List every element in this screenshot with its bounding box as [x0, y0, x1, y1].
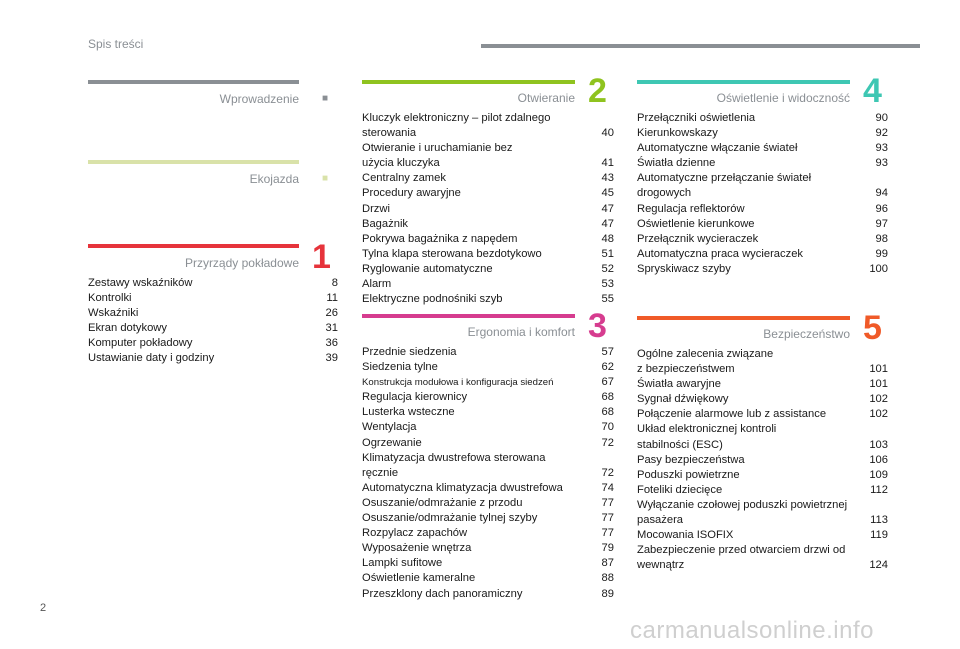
toc-entry-label: Światła dzienne — [637, 157, 716, 170]
toc-entry-label: Automatyczna praca wycieraczek — [637, 247, 804, 260]
section-title-4[interactable]: Oświetlenie i widoczność — [716, 91, 850, 105]
toc-entry-label: Kierunkowskazy — [637, 127, 718, 140]
toc-entry[interactable] — [362, 587, 614, 602]
toc-entry-label: Przednie siedzenia — [362, 346, 457, 358]
toc-entry[interactable] — [362, 436, 614, 451]
toc-entry-page: 11 — [326, 292, 338, 305]
toc-entry[interactable] — [88, 276, 338, 291]
toc-entry-page: 51 — [601, 247, 614, 260]
toc-entry[interactable] — [362, 451, 614, 481]
toc-entry[interactable] — [637, 347, 888, 377]
section-bar-3 — [362, 314, 575, 318]
toc-entry-page: 109 — [869, 468, 888, 481]
toc-entry-label: Poduszki powietrzne — [637, 468, 740, 481]
toc-entry[interactable] — [362, 171, 614, 186]
toc-entry[interactable] — [362, 186, 614, 201]
toc-entry[interactable] — [637, 126, 888, 141]
toc-entry[interactable] — [637, 392, 888, 407]
toc-entry-page: 36 — [325, 337, 338, 350]
toc-entry[interactable] — [362, 390, 614, 405]
toc-entry-label: Automatyczne włączanie świateł — [637, 142, 798, 155]
toc-entry[interactable] — [362, 526, 614, 541]
toc-entry-page: 47 — [601, 217, 614, 230]
toc-entry-label: Ekran dotykowy — [88, 322, 167, 335]
toc-entry-label: Zestawy wskaźników — [88, 277, 193, 289]
toc-entry-label: Kluczyk elektroniczny – pilot zdalnego sterowania — [362, 112, 551, 140]
section-bar-2 — [362, 80, 575, 84]
toc-entry-label: Ryglowanie automatyczne — [362, 262, 493, 275]
toc-entry-label: Zabezpieczenie przed otwarciem drzwi od wewnątrz — [637, 544, 846, 572]
toc-entry[interactable] — [362, 481, 614, 496]
toc-entry-page: 52 — [601, 262, 614, 275]
toc-entry[interactable] — [88, 306, 338, 321]
section-number-3: 3 — [588, 307, 607, 345]
toc-entry-page: 48 — [601, 232, 614, 245]
toc-entry-label: Konstrukcja modułowa i konfiguracja siedzeń — [362, 377, 554, 389]
toc-entry-page: 47 — [601, 202, 614, 215]
toc-entry-label: Światła awaryjne — [637, 378, 721, 391]
page-number: 2 — [40, 602, 47, 614]
toc-entry[interactable] — [637, 156, 888, 171]
toc-entry-label: Lampki sufitowe — [362, 557, 443, 570]
toc-entry-page: 112 — [870, 483, 888, 496]
toc-entry-page: 43 — [601, 172, 614, 185]
toc-entry-page: 39 — [325, 352, 338, 365]
toc-entry-page: 62 — [601, 361, 614, 374]
toc-entry-label: Siedzenia tylne — [362, 361, 438, 374]
toc-entry[interactable] — [637, 111, 888, 126]
toc-entry[interactable] — [88, 336, 338, 351]
toc-list-3 — [362, 345, 614, 602]
toc-entry-page: 101 — [869, 378, 888, 391]
toc-entry-label: Otwieranie i uruchamianie bez użycia kluczyka — [362, 142, 513, 170]
toc-entry-label: Drzwi — [362, 202, 390, 215]
toc-entry[interactable] — [362, 345, 614, 360]
toc-entry-page: 101 — [869, 363, 888, 376]
toc-entry-label: Automatyczna klimatyzacja dwustrefowa — [362, 481, 563, 494]
toc-entry-label: Bagażnik — [362, 217, 409, 230]
toc-entry-page: 72 — [601, 436, 614, 449]
toc-entry-page: 72 — [601, 466, 614, 479]
toc-entry-label: Rozpylacz zapachów — [362, 527, 468, 540]
toc-entry-label: Pasy bezpieczeństwa — [637, 453, 745, 466]
toc-entry[interactable] — [637, 247, 888, 262]
toc-entry-label: Oświetlenie kierunkowe — [637, 217, 755, 230]
toc-entry-page: 106 — [869, 453, 888, 466]
toc-entry[interactable] — [637, 543, 888, 573]
toc-entry[interactable] — [637, 453, 888, 468]
toc-entry-page: 67 — [601, 376, 614, 389]
section-title-2[interactable]: Otwieranie — [517, 91, 575, 105]
toc-entry[interactable] — [362, 496, 614, 511]
toc-entry-page: 88 — [601, 572, 614, 585]
toc-entry-page: 45 — [601, 187, 614, 200]
toc-entry-page: 77 — [601, 496, 614, 509]
toc-entry-label: Połączenie alarmowe lub z assistance — [637, 408, 827, 421]
toc-entry-page: 96 — [875, 202, 888, 215]
toc-entry-label: Ogólne zalecenia związane z bezpieczeństwem — [637, 348, 774, 376]
section-number-1: 1 — [312, 238, 331, 276]
toc-list-1 — [88, 276, 338, 367]
toc-entry-label: Lusterka wsteczne — [362, 406, 455, 419]
toc-entry[interactable] — [637, 232, 888, 247]
toc-entry-label: Mocowania ISOFIX — [637, 529, 734, 542]
toc-entry[interactable] — [362, 292, 614, 307]
toc-entry-page: 26 — [325, 307, 338, 320]
toc-entry-page: 90 — [875, 112, 888, 124]
toc-list-5 — [637, 347, 888, 573]
toc-entry[interactable] — [362, 232, 614, 247]
toc-list-4 — [637, 111, 888, 277]
toc-entry[interactable] — [637, 217, 888, 232]
section-title-1[interactable]: Przyrządy pokładowe — [184, 256, 299, 270]
toc-entry-page: 124 — [869, 559, 888, 572]
toc-entry-label: Osuszanie/odmrażanie tylnej szyby — [362, 512, 538, 525]
toc-entry[interactable] — [362, 405, 614, 420]
section-marker-intro: ■ — [322, 93, 329, 104]
toc-entry-page: 40 — [601, 127, 614, 140]
toc-entry-page: 99 — [875, 247, 888, 260]
toc-entry-page: 100 — [869, 262, 888, 275]
section-bar-intro — [88, 80, 299, 84]
section-title-3[interactable]: Ergonomia i komfort — [467, 325, 575, 339]
toc-entry[interactable] — [637, 422, 888, 452]
toc-entry[interactable] — [637, 528, 888, 543]
toc-list-2 — [362, 111, 614, 307]
toc-entry-page: 77 — [601, 512, 614, 525]
toc-entry[interactable] — [88, 291, 338, 306]
toc-entry[interactable] — [362, 247, 614, 262]
toc-entry-label: Pokrywa bagażnika z napędem — [362, 232, 518, 245]
toc-entry-label: Regulacja kierownicy — [362, 391, 468, 404]
toc-entry[interactable] — [362, 541, 614, 556]
toc-entry[interactable] — [637, 377, 888, 392]
toc-entry-label: Kontrolki — [88, 292, 132, 305]
toc-entry[interactable] — [637, 262, 888, 277]
toc-entry-page: 119 — [870, 529, 888, 542]
toc-entry-label: Wyłączanie czołowej poduszki powietrznej pasażera — [637, 498, 848, 527]
toc-entry[interactable] — [88, 351, 338, 366]
toc-entry-label: Przeszklony dach panoramiczny — [362, 587, 523, 600]
toc-entry-page: 102 — [869, 393, 888, 406]
toc-entry-page: 93 — [875, 142, 888, 155]
toc-entry-page: 94 — [875, 187, 888, 200]
toc-entry[interactable] — [362, 111, 614, 141]
toc-entry-label: Tylna klapa sterowana bezdotykowo — [362, 247, 542, 260]
toc-entry-label: Regulacja reflektorów — [637, 202, 745, 215]
toc-entry[interactable] — [362, 420, 614, 435]
toc-entry-label: Foteliki dziecięce — [637, 483, 723, 496]
toc-entry-page: 113 — [870, 514, 888, 527]
toc-entry-label: Wskaźniki — [88, 307, 139, 320]
section-bar-5 — [637, 316, 850, 320]
toc-entry-page: 70 — [601, 421, 614, 434]
toc-entry-label: Wentylacja — [362, 421, 417, 434]
toc-entry-label: Komputer pokładowy — [88, 337, 193, 350]
toc-entry[interactable] — [362, 571, 614, 586]
toc-entry-page: 68 — [601, 391, 614, 404]
toc-entry[interactable] — [362, 360, 614, 375]
toc-entry-label: Układ elektronicznej kontroli stabilności (ESC) — [637, 423, 777, 451]
toc-entry-page: 92 — [875, 127, 888, 140]
toc-entry-label: Elektryczne podnośniki szyb — [362, 293, 503, 306]
toc-entry-page: 93 — [875, 157, 888, 170]
toc-entry-label: Spryskiwacz szyby — [637, 262, 731, 275]
toc-entry-label: Klimatyzacja dwustrefowa sterowana ręcznie — [362, 451, 546, 479]
section-title-intro[interactable]: Wprowadzenie — [219, 92, 299, 106]
toc-entry-page: 89 — [601, 587, 614, 600]
toc-entry[interactable] — [362, 277, 614, 292]
toc-entry-page: 74 — [601, 481, 614, 494]
toc-entry[interactable] — [88, 321, 338, 336]
toc-entry[interactable] — [362, 375, 614, 390]
toc-entry-label: Wyposażenie wnętrza — [362, 542, 472, 555]
section-number-4: 4 — [863, 72, 882, 110]
section-bar-4 — [637, 80, 850, 84]
section-number-2: 2 — [588, 72, 607, 110]
section-bar-eco — [88, 160, 299, 164]
toc-entry[interactable] — [362, 202, 614, 217]
toc-entry-label: Ogrzewanie — [362, 436, 422, 449]
toc-entry-page: 68 — [601, 406, 614, 419]
header-bar — [481, 44, 920, 48]
toc-entry-page: 55 — [601, 293, 614, 306]
toc-entry[interactable] — [637, 202, 888, 217]
toc-entry-label: Procedury awaryjne — [362, 187, 461, 200]
toc-entry-label: Przełącznik wycieraczek — [637, 232, 759, 245]
toc-entry-label: Automatyczne przełączanie świateł drogowych — [637, 172, 812, 200]
toc-entry-page: 8 — [331, 277, 338, 289]
page-header-title: Spis treści — [88, 37, 144, 51]
toc-entry-page: 103 — [869, 438, 888, 451]
toc-entry[interactable] — [637, 468, 888, 483]
toc-entry[interactable] — [362, 262, 614, 277]
toc-entry[interactable] — [362, 217, 614, 232]
toc-entry[interactable] — [637, 171, 888, 201]
toc-entry-page: 79 — [601, 542, 614, 555]
section-number-5: 5 — [863, 309, 882, 347]
toc-entry-page: 102 — [869, 408, 888, 421]
toc-entry-label: Przełączniki oświetlenia — [637, 112, 756, 124]
section-marker-eco: ■ — [322, 173, 329, 184]
toc-entry-page: 77 — [601, 527, 614, 540]
toc-entry-page: 97 — [875, 217, 888, 230]
section-title-5[interactable]: Bezpieczeństwo — [763, 327, 850, 341]
toc-entry[interactable] — [637, 483, 888, 498]
toc-entry-label: Sygnał dźwiękowy — [637, 393, 729, 406]
toc-entry-page: 87 — [601, 557, 614, 570]
toc-entry[interactable] — [362, 141, 614, 171]
toc-entry-label: Osuszanie/odmrażanie z przodu — [362, 496, 523, 509]
section-title-eco[interactable]: Ekojazda — [249, 172, 299, 186]
section-bar-1 — [88, 244, 299, 248]
watermark-text: carmanualsonline.info — [630, 617, 874, 644]
toc-entry-label: Centralny zamek — [362, 172, 446, 185]
toc-entry[interactable] — [637, 141, 888, 156]
toc-entry-page: 31 — [325, 322, 338, 335]
toc-entry[interactable] — [637, 498, 888, 528]
toc-entry[interactable] — [637, 407, 888, 422]
toc-entry-label: Alarm — [362, 278, 392, 291]
toc-entry-label: Oświetlenie kameralne — [362, 572, 476, 585]
toc-entry-page: 57 — [601, 346, 614, 358]
toc-entry-label: Ustawianie daty i godziny — [88, 352, 215, 365]
toc-entry-page: 41 — [601, 157, 614, 170]
toc-entry[interactable] — [362, 556, 614, 571]
toc-entry-page: 98 — [875, 232, 888, 245]
toc-entry[interactable] — [362, 511, 614, 526]
toc-entry-page: 53 — [601, 278, 614, 291]
